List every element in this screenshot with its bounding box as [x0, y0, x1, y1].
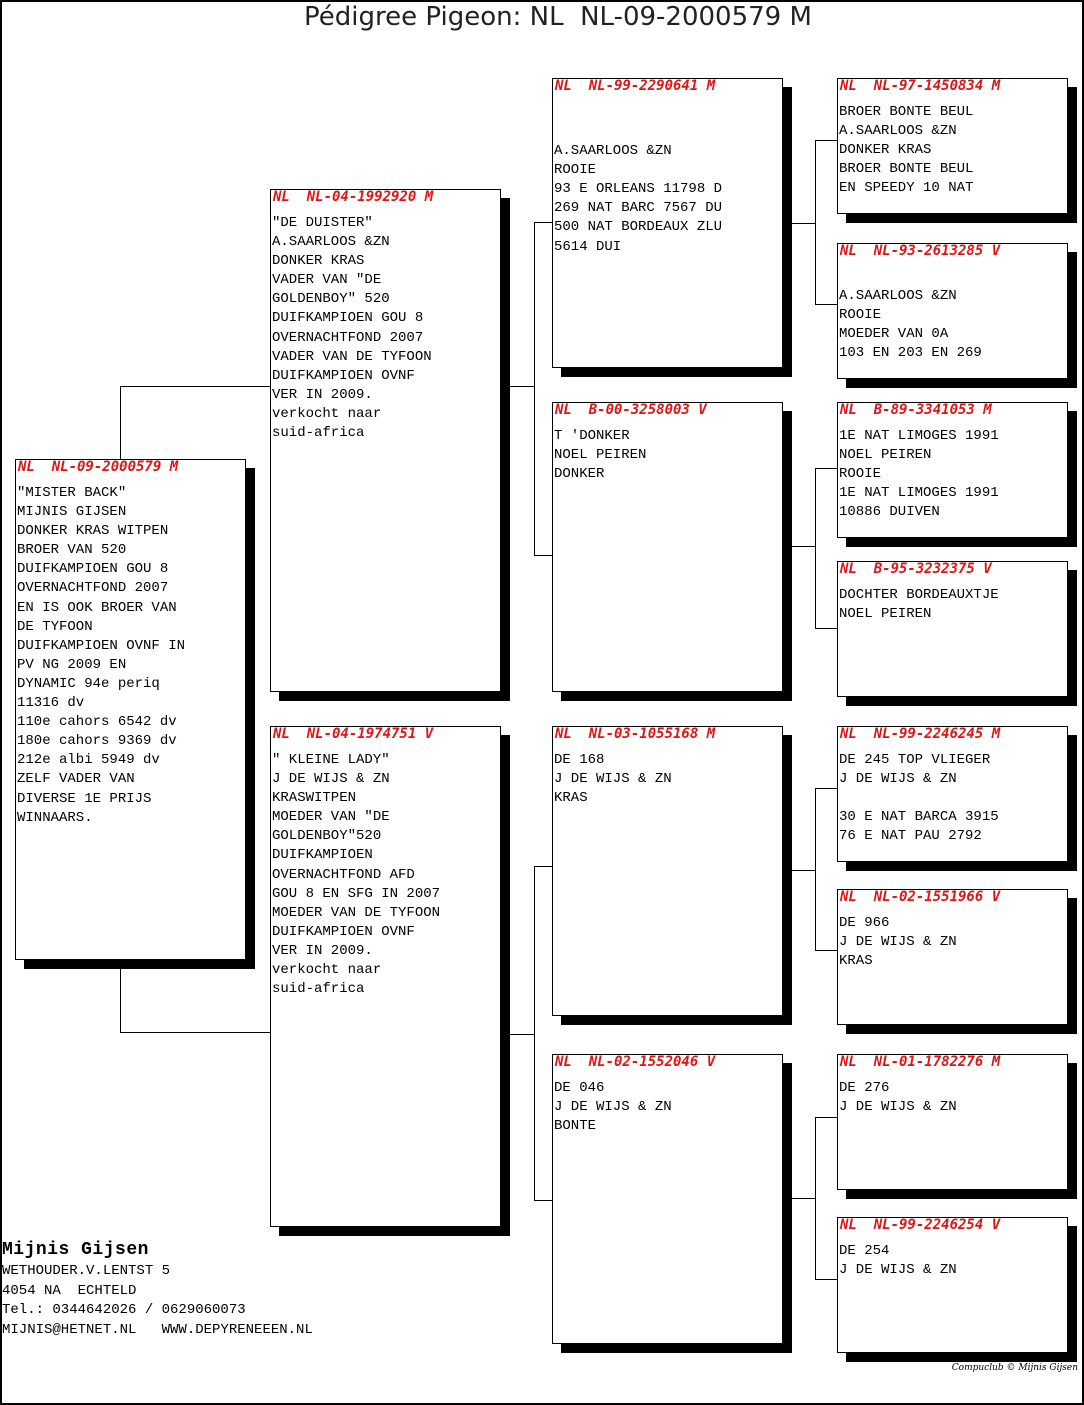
- detail-line: "DE DUISTER": [272, 215, 373, 231]
- maternal-grandfather-card: [552, 726, 783, 1016]
- detail-line: VADER VAN "DE: [272, 272, 382, 289]
- connector-line: [815, 468, 838, 469]
- great-grandparent-card-mfm: [837, 889, 1068, 1025]
- ring-number: NL NL-02-1551966 V: [840, 889, 1001, 905]
- detail-line: suid-africa: [272, 425, 365, 442]
- detail-line: J DE WIJS & ZN: [554, 1099, 672, 1116]
- detail-line: 5614 DUI: [554, 238, 622, 255]
- detail-line: EN SPEEDY 10 NAT: [839, 180, 974, 197]
- detail-line: DE TYFOON: [17, 618, 93, 635]
- great-grandparent-card-mff: [837, 726, 1068, 862]
- detail-line: BROER BONTE BEUL: [839, 161, 974, 178]
- ring-number: NL B-00-3258003 V: [555, 402, 707, 418]
- connector-line: [120, 386, 121, 459]
- detail-line: 110e cahors 6542 dv: [17, 714, 177, 731]
- detail-line: DE 046: [554, 1080, 605, 1096]
- detail-line: DONKER KRAS: [272, 253, 365, 270]
- pigeon-details: [839, 914, 1067, 971]
- connector-line: [792, 546, 815, 547]
- connector-line: [534, 866, 553, 867]
- ring-number: NL NL-93-2613285 V: [840, 243, 1001, 259]
- detail-line: DUIFKAMPIOEN OVNF: [272, 923, 415, 940]
- detail-line: OVERNACHTFOND AFD: [272, 866, 415, 883]
- detail-line: A.SAARLOOS &ZN: [839, 123, 957, 140]
- great-grandparent-card-fff: [837, 78, 1068, 214]
- subject-pigeon-card: [15, 459, 246, 960]
- connector-line: [815, 140, 838, 141]
- detail-line: 103 EN 203 EN 269: [839, 345, 982, 362]
- detail-line: [554, 123, 782, 142]
- mother-card: [270, 726, 501, 1227]
- ring-number: NL NL-99-2290641 M: [555, 78, 716, 94]
- ring-number: NL NL-04-1992920 M: [273, 189, 434, 205]
- detail-line: A.SAARLOOS &ZN: [839, 288, 957, 305]
- detail-line: DE 254: [839, 1243, 890, 1259]
- detail-line: 212e albi 5949 dv: [17, 752, 160, 769]
- connector-line: [534, 1200, 553, 1201]
- connector-line: [792, 1198, 815, 1199]
- great-grandparent-card-ffm: [837, 243, 1068, 379]
- connector-line: [815, 140, 816, 304]
- detail-line: NOEL PEIREN: [839, 606, 932, 623]
- detail-line: 10886 DUIVEN: [839, 504, 940, 521]
- detail-line: " KLEINE LADY": [272, 752, 390, 768]
- detail-line: [839, 789, 1067, 808]
- detail-line: DUIFKAMPIOEN OVNF: [272, 367, 415, 384]
- pigeon-details: [17, 484, 245, 828]
- father-card: [270, 189, 501, 692]
- detail-line: [839, 268, 1067, 287]
- detail-line: ROOIE: [554, 162, 597, 179]
- connector-line: [815, 628, 838, 629]
- great-grandparent-card-fmf: [837, 402, 1068, 538]
- ring-number: NL NL-99-2246254 V: [840, 1217, 1001, 1233]
- ring-number: NL NL-01-1782276 M: [840, 1054, 1001, 1070]
- detail-line: 500 NAT BORDEAUX ZLU: [554, 219, 723, 236]
- pigeon-details: [839, 1242, 1067, 1280]
- detail-line: GOLDENBOY"520: [272, 828, 382, 845]
- detail-line: VER IN 2009.: [272, 942, 373, 959]
- detail-line: BONTE: [554, 1118, 597, 1135]
- ring-number: NL NL-02-1552046 V: [555, 1054, 716, 1070]
- connector-line: [534, 866, 535, 1201]
- detail-line: A.SAARLOOS &ZN: [272, 234, 390, 251]
- detail-line: DOCHTER BORDEAUXTJE: [839, 587, 999, 603]
- detail-line: DE 966: [839, 915, 890, 931]
- connector-line: [815, 1117, 838, 1118]
- detail-line: MOEDER VAN DE TYFOON: [272, 904, 441, 921]
- connector-line: [510, 386, 534, 387]
- detail-line: PV NG 2009 EN: [17, 656, 127, 673]
- detail-line: DONKER KRAS WITPEN: [17, 523, 169, 540]
- detail-line: J DE WIJS & ZN: [554, 771, 672, 788]
- detail-line: 93 E ORLEANS 11798 D: [554, 181, 723, 198]
- detail-line: 180e cahors 9369 dv: [17, 733, 177, 750]
- detail-line: ZELF VADER VAN: [17, 771, 135, 788]
- pigeon-details: [839, 1079, 1067, 1117]
- detail-line: A.SAARLOOS &ZN: [554, 143, 672, 160]
- detail-line: BROER BONTE BEUL: [839, 104, 974, 120]
- detail-line: J DE WIJS & ZN: [839, 1099, 957, 1116]
- connector-line: [792, 870, 815, 871]
- owner-city: 4054 NA ECHTELD: [2, 1282, 137, 1299]
- detail-line: suid-africa: [272, 981, 365, 998]
- detail-line: DUIFKAMPIOEN GOU 8: [272, 310, 424, 327]
- detail-line: 30 E NAT BARCA 3915: [839, 809, 999, 826]
- pigeon-details: [554, 427, 782, 484]
- ring-number: NL NL-97-1450834 M: [840, 78, 1001, 94]
- great-grandparent-card-mmm: [837, 1217, 1068, 1353]
- pigeon-details: [554, 123, 782, 257]
- connector-line: [815, 1279, 838, 1280]
- detail-line: verkocht naar: [272, 962, 382, 979]
- connector-line: [534, 222, 535, 555]
- detail-line: 11316 dv: [17, 695, 85, 712]
- detail-line: EN IS OOK BROER VAN: [17, 599, 177, 616]
- detail-line: GOLDENBOY" 520: [272, 291, 390, 308]
- detail-line: 1E NAT LIMOGES 1991: [839, 428, 999, 444]
- ring-number: NL NL-04-1974751 V: [273, 726, 434, 742]
- detail-line: DUIFKAMPIOEN GOU 8: [17, 561, 169, 578]
- detail-line: OVERNACHTFOND 2007: [17, 580, 169, 597]
- connector-line: [815, 468, 816, 628]
- detail-line: T 'DONKER: [554, 428, 630, 444]
- detail-line: J DE WIJS & ZN: [839, 771, 957, 788]
- detail-line: "MISTER BACK": [17, 485, 127, 501]
- owner-phone: Tel.: 0344642026 / 0629060073: [2, 1302, 246, 1319]
- detail-line: BROER VAN 520: [17, 542, 127, 559]
- detail-line: DYNAMIC 94e periq: [17, 675, 160, 692]
- maternal-grandmother-card: [552, 1054, 783, 1344]
- connector-line: [792, 223, 815, 224]
- connector-line: [510, 1034, 534, 1035]
- detail-line: DE 276: [839, 1080, 890, 1096]
- ring-number: NL NL-09-2000579 M: [18, 459, 179, 475]
- pigeon-details: [839, 586, 1067, 624]
- detail-line: ROOIE: [839, 466, 882, 483]
- detail-line: GOU 8 EN SFG IN 2007: [272, 885, 441, 902]
- detail-line: MIJNIS GIJSEN: [17, 504, 127, 521]
- connector-line: [120, 1032, 271, 1033]
- pigeon-details: [839, 751, 1067, 846]
- detail-line: 1E NAT LIMOGES 1991: [839, 485, 999, 502]
- pigeon-details: [272, 751, 500, 999]
- detail-line: verkocht naar: [272, 405, 382, 422]
- paternal-grandfather-card: [552, 78, 783, 368]
- detail-line: KRAS: [839, 953, 873, 970]
- connector-line: [815, 950, 838, 951]
- connector-line: [815, 788, 816, 950]
- detail-line: NOEL PEIREN: [839, 447, 932, 464]
- detail-line: DONKER: [554, 466, 605, 483]
- detail-line: VER IN 2009.: [272, 386, 373, 403]
- detail-line: J DE WIJS & ZN: [839, 1262, 957, 1279]
- detail-line: KRASWITPEN: [272, 790, 357, 807]
- connector-line: [815, 788, 838, 789]
- connector-line: [120, 386, 271, 387]
- pigeon-details: [554, 1079, 782, 1136]
- detail-line: DUIFKAMPIOEN OVNF IN: [17, 637, 186, 654]
- detail-line: DONKER KRAS: [839, 142, 932, 159]
- detail-line: NOEL PEIREN: [554, 447, 647, 464]
- pigeon-details: [839, 268, 1067, 363]
- great-grandparent-card-mmf: [837, 1054, 1068, 1190]
- ring-number: NL B-95-3232375 V: [840, 561, 992, 577]
- detail-line: DE 245 TOP VLIEGER: [839, 752, 991, 768]
- ring-number: NL NL-03-1055168 M: [555, 726, 716, 742]
- connector-line: [534, 555, 553, 556]
- paternal-grandmother-card: [552, 402, 783, 692]
- page-title: Pédigree Pigeon: NL NL-09-2000579 M: [304, 2, 812, 32]
- connector-line: [815, 304, 838, 305]
- detail-line: DE 168: [554, 752, 605, 768]
- connector-line: [534, 222, 553, 223]
- owner-email-website: MIJNIS@HETNET.NL WWW.DEPYRENEEEN.NL: [2, 1321, 313, 1338]
- detail-line: DIVERSE 1E PRIJS: [17, 790, 152, 807]
- owner-address: WETHOUDER.V.LENTST 5: [2, 1263, 171, 1279]
- detail-line: 76 E NAT PAU 2792: [839, 828, 982, 845]
- pigeon-details: [272, 214, 500, 443]
- detail-line: MOEDER VAN 0A: [839, 326, 949, 343]
- detail-line: WINNAARS.: [17, 809, 93, 826]
- detail-line: J DE WIJS & ZN: [272, 771, 390, 788]
- pigeon-details: [839, 427, 1067, 522]
- detail-line: ROOIE: [839, 307, 882, 324]
- connector-line: [815, 1117, 816, 1279]
- owner-name: Mijnis Gijsen: [2, 1240, 149, 1260]
- pigeon-details: [839, 103, 1067, 198]
- connector-line: [120, 968, 121, 1032]
- detail-line: J DE WIJS & ZN: [839, 934, 957, 951]
- detail-line: 269 NAT BARC 7567 DU: [554, 200, 723, 217]
- detail-line: VADER VAN DE TYFOON: [272, 348, 432, 365]
- great-grandparent-card-fmm: [837, 561, 1068, 697]
- owner-info: [2, 1238, 313, 1340]
- detail-line: DUIFKAMPIOEN: [272, 847, 373, 864]
- credit-text: Compuclub © Mijnis Gijsen: [951, 1363, 1078, 1373]
- detail-line: OVERNACHTFOND 2007: [272, 329, 424, 346]
- ring-number: NL B-89-3341053 M: [840, 402, 992, 418]
- pigeon-details: [554, 751, 782, 808]
- detail-line: MOEDER VAN "DE: [272, 809, 390, 826]
- detail-line: KRAS: [554, 790, 588, 807]
- ring-number: NL NL-99-2246245 M: [840, 726, 1001, 742]
